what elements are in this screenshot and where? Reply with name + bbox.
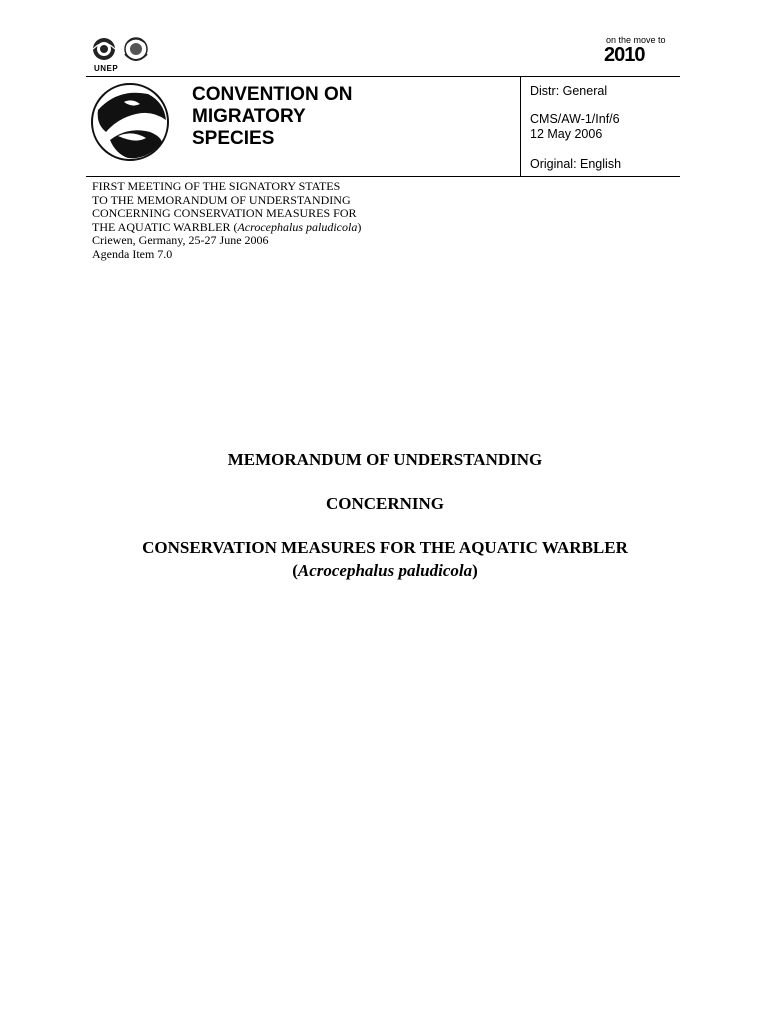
conservation-title: CONSERVATION MEASURES FOR THE AQUATIC WARBLER <box>142 538 628 557</box>
species-title-close: ) <box>472 561 478 580</box>
unep-emblem-icon <box>93 38 115 60</box>
distribution-label: Distr: General <box>530 84 608 98</box>
document-date: 12 May 2006 <box>530 127 603 141</box>
move-tagline: on the move to <box>606 35 666 45</box>
unep-label: UNEP <box>94 64 119 73</box>
header-bottom-rule <box>86 176 680 177</box>
move-year: 2010 <box>604 44 645 66</box>
meeting-info <box>92 180 432 262</box>
meeting-line4-prefix: THE AQUATIC WARBLER ( <box>92 219 238 234</box>
meeting-species-name: Acrocephalus paludicola <box>237 219 358 234</box>
convention-title <box>192 84 352 150</box>
concerning-title: CONCERNING <box>325 494 445 513</box>
un-emblem-icon <box>125 38 147 60</box>
species-title <box>0 561 770 581</box>
convention-title-line1: CONVENTION ON <box>192 84 353 105</box>
convention-title-line2: MIGRATORY <box>192 106 306 127</box>
header-vertical-divider <box>520 76 521 176</box>
meeting-location: Criewen, Germany, 25-27 June 2006 <box>92 233 269 248</box>
original-language: Original: English <box>530 157 622 171</box>
cms-logo-icon <box>88 80 172 164</box>
meeting-line3: CONCERNING CONSERVATION MEASURES FOR <box>92 206 357 221</box>
meeting-line1: FIRST MEETING OF THE SIGNATORY STATES <box>92 179 341 193</box>
meeting-line4-suffix: ) <box>357 219 362 234</box>
species-title-italic: Acrocephalus paludicola <box>297 561 473 580</box>
meeting-line2: TO THE MEMORANDUM OF UNDERSTANDING <box>92 192 351 207</box>
convention-title-line3: SPECIES <box>192 128 275 149</box>
species-title-open: ( <box>292 561 298 580</box>
document-number: CMS/AW-1/Inf/6 <box>530 112 620 126</box>
mou-title: MEMORANDUM OF UNDERSTANDING <box>227 450 543 469</box>
agenda-item: Agenda Item 7.0 <box>92 246 173 261</box>
header-top-rule <box>86 76 680 77</box>
meeting-line4 <box>92 221 432 235</box>
